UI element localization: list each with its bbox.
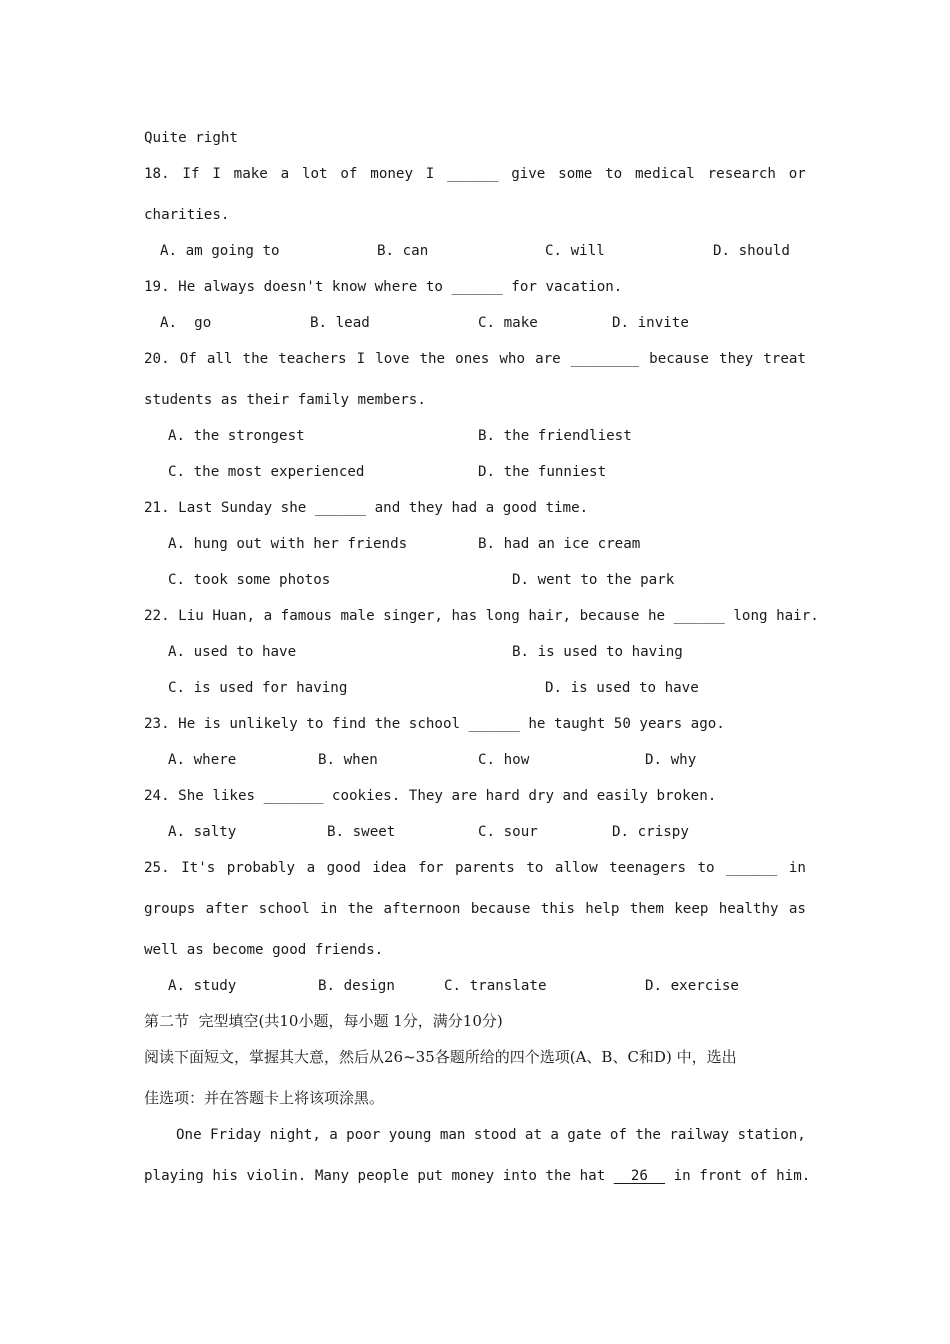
word: they — [719, 351, 754, 367]
q22-stem: 22. Liu Huan, a famous male singer, has long hair, because he ______ long hair. — [144, 608, 819, 624]
q19-option-a: A. go — [160, 315, 212, 331]
word: It's — [181, 860, 216, 876]
q19-stem: 19. He always doesn't know where to ______ for vacation. — [144, 279, 623, 295]
word: I — [356, 351, 366, 367]
word: give — [511, 166, 546, 182]
word: lot — [301, 166, 328, 182]
word: a — [280, 166, 290, 182]
q25-option-c: C. translate — [444, 978, 547, 994]
q21-option-b: B. had an ice cream — [478, 536, 641, 552]
q24-option-c: C. sour — [478, 824, 538, 840]
word: If — [182, 166, 200, 182]
intro-line: Quite right — [144, 130, 238, 146]
word: night, — [269, 1127, 321, 1143]
q19-option-c: C. make — [478, 315, 538, 331]
word: stood — [473, 1127, 517, 1143]
word: money — [370, 166, 413, 182]
q22-option-c: C. is used for having — [168, 680, 348, 696]
q24-option-b: B. sweet — [327, 824, 396, 840]
blank-26 — [614, 1168, 665, 1184]
q25-stem — [144, 859, 806, 877]
q23-option-a: A. where — [168, 752, 237, 768]
q23-option-c: C. how — [478, 752, 530, 768]
word: good — [326, 860, 361, 876]
q24-option-d: D. crispy — [612, 824, 689, 840]
q20-option-d: D. the funniest — [478, 464, 607, 480]
word: to — [526, 860, 544, 876]
passage-line2-post: in front of him. — [665, 1168, 811, 1184]
word: ones — [455, 351, 490, 367]
q18-option-c: C. will — [545, 243, 605, 259]
q22-option-d: D. is used to have — [545, 680, 699, 696]
q18-option-a: A. am going to — [160, 243, 280, 259]
word: ______ — [447, 166, 499, 182]
q18-option-d: D. should — [713, 243, 790, 259]
q20-option-b: B. the friendliest — [478, 428, 632, 444]
word: in — [320, 901, 338, 917]
word: railway — [669, 1127, 730, 1143]
q21-option-a: A. hung out with her friends — [168, 536, 408, 552]
word: at — [524, 1127, 542, 1143]
word: some — [558, 166, 593, 182]
q24-stem: 24. She likes _______ cookies. They are hard dry and easily broken. — [144, 788, 717, 804]
word: to — [697, 860, 715, 876]
word: I — [212, 166, 221, 182]
q19-option-b: B. lead — [310, 315, 370, 331]
word: treat — [763, 351, 806, 367]
word: as — [788, 901, 806, 917]
word: 20. — [144, 351, 170, 367]
q25-stem-cont: well as become good friends. — [144, 942, 384, 958]
word: this — [540, 901, 575, 917]
passage-line2-pre: playing his violin. Many people put money into the hat — [144, 1168, 614, 1184]
q25-stem-line2 — [144, 900, 806, 918]
q23-stem: 23. He is unlikely to find the school ______ he taught 50 years ago. — [144, 716, 725, 732]
word: teachers — [278, 351, 347, 367]
q20-stem-cont: students as their family members. — [144, 392, 426, 408]
word: because — [649, 351, 709, 367]
section-heading: 第二节 完型填空(共10小题，每小题 1分，满分10分) — [144, 1012, 503, 1030]
q20-option-c: C. the most experienced — [168, 464, 365, 480]
section-instruction-line2: 佳选项：并在答题卡上将该项涂黑。 — [144, 1089, 385, 1107]
word: help — [585, 901, 620, 917]
word: the — [635, 1127, 661, 1143]
word: teenagers — [609, 860, 686, 876]
word: man — [439, 1127, 466, 1143]
word: idea — [372, 860, 407, 876]
word: Of — [179, 351, 197, 367]
q18-stem-cont: charities. — [144, 207, 230, 223]
word: a — [329, 1127, 338, 1143]
q21-option-d: D. went to the park — [512, 572, 675, 588]
q25-option-b: B. design — [318, 978, 395, 994]
word: school — [258, 901, 310, 917]
word: make — [233, 166, 268, 182]
word: who — [499, 351, 526, 367]
word: One — [176, 1127, 202, 1143]
word: ______ — [726, 860, 778, 876]
word: because — [470, 901, 531, 917]
word: groups — [144, 901, 196, 917]
word: love — [375, 351, 410, 367]
q20-stem — [144, 350, 806, 368]
word: ________ — [570, 351, 640, 367]
q21-option-c: C. took some photos — [168, 572, 331, 588]
q19-option-d: D. invite — [612, 315, 689, 331]
word: keep — [674, 901, 709, 917]
blank-26-number: 26 — [630, 1168, 648, 1184]
word: after — [205, 901, 249, 917]
word: a — [306, 860, 316, 876]
q20-option-a: A. the strongest — [168, 428, 305, 444]
word: the — [347, 901, 374, 917]
word: 18. — [144, 166, 170, 182]
word: I — [425, 166, 435, 182]
word: research — [707, 166, 776, 182]
q18-stem — [144, 165, 806, 183]
word: in — [788, 860, 806, 876]
word: parents — [455, 860, 515, 876]
q24-option-a: A. salty — [168, 824, 237, 840]
q18-option-b: B. can — [377, 243, 429, 259]
q22-option-b: B. is used to having — [512, 644, 683, 660]
word: 25. — [144, 860, 170, 876]
word: allow — [554, 860, 598, 876]
q25-option-d: D. exercise — [645, 978, 739, 994]
word: young — [388, 1127, 432, 1143]
word: them — [629, 901, 664, 917]
word: of — [609, 1127, 627, 1143]
word: a — [550, 1127, 559, 1143]
word: poor — [346, 1127, 381, 1143]
word: medical — [635, 166, 695, 182]
word: for — [417, 860, 444, 876]
passage-line2 — [144, 1167, 810, 1185]
word: probably — [226, 860, 296, 876]
q21-stem: 21. Last Sunday she ______ and they had a good time. — [144, 500, 589, 516]
word: gate — [567, 1127, 602, 1143]
word: the — [242, 351, 269, 367]
word: healthy — [718, 901, 779, 917]
word: or — [788, 166, 806, 182]
word: afternoon — [383, 901, 461, 917]
word: the — [419, 351, 446, 367]
q23-option-d: D. why — [645, 752, 697, 768]
section-instruction-line1: 阅读下面短文，掌握其大意，然后从26~35各题所给的四个选项(A、B、C和D) 中，选出 — [144, 1048, 737, 1066]
word: are — [535, 351, 561, 367]
q25-option-a: A. study — [168, 978, 237, 994]
word: all — [206, 351, 233, 367]
word: of — [340, 166, 358, 182]
passage-line1 — [176, 1126, 806, 1144]
word: station, — [737, 1127, 806, 1143]
word: to — [605, 166, 623, 182]
word: Friday — [210, 1127, 262, 1143]
q22-option-a: A. used to have — [168, 644, 297, 660]
q23-option-b: B. when — [318, 752, 378, 768]
